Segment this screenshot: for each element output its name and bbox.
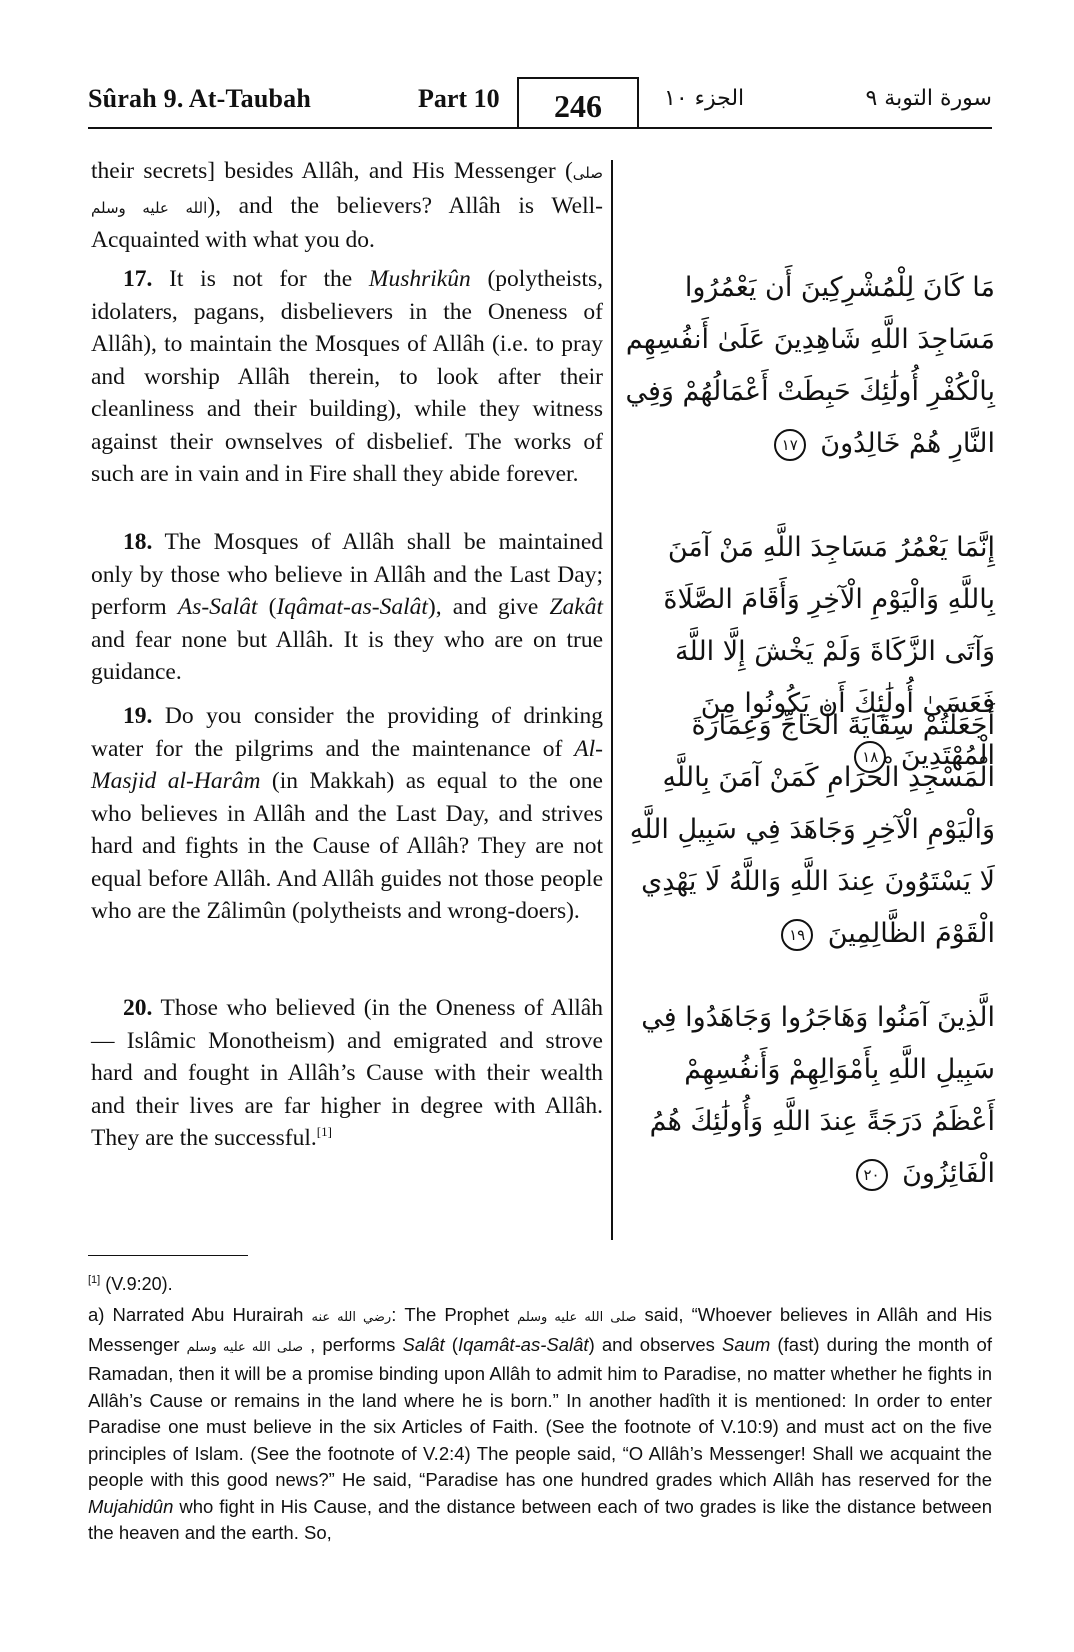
text-segment: (: [444, 1333, 458, 1355]
verse-end-marker: ٢٠: [856, 1159, 888, 1191]
term: Iqâmat-as-Salât: [276, 594, 428, 620]
text-segment: ), and give: [427, 594, 550, 620]
text-segment: (fast) during the month of Ramadan, then it will be a promise binding upon Allâh to admit him to Paradise, no matter whether he fights in Allâh’s Cause or remains in the land where he is born.” In another hadîth it is mentioned: In order to enter Paradise one must believe in the six Articles of Faith. (See the footnote of V.10:9) and must act on the five principles of Islam. (See the footnote of V.2:4) The people said, “O Allâh’s Messenger! Shall we acquaint the people with this good news?” He said, “Paradise has one hundred grades which Allâh has reserved for the: [88, 1333, 992, 1490]
text-segment: ) and observes: [588, 1333, 722, 1355]
text-segment: (polytheists, idolaters, pagans, disbelievers in the Oneness of Allâh), to maintain the Mosques of Allâh (i.e. to pray and worship Allâh therein, to look after their cleanliness and their building), while they witness against their ownselves of disbelief. The works of such are in vain and in Fire shall they abide forever.: [91, 266, 603, 487]
footnote-marker: [1]: [316, 1124, 332, 1140]
verse-end-marker: ١٨: [854, 741, 886, 773]
header-divider: [88, 127, 992, 129]
verse-end-marker: ١٩: [781, 919, 813, 951]
surah-title-arabic: سورة التوبة ٩: [865, 86, 992, 111]
term: Mujahidûn: [88, 1495, 174, 1517]
text-segment: , performs: [303, 1333, 403, 1355]
honorific-arabic: رضي الله عنه: [311, 1310, 392, 1325]
translation-continuation: [91, 155, 603, 257]
text-segment: : The Prophet: [391, 1304, 518, 1325]
translation-verse-17: [91, 263, 603, 491]
honorific-arabic: صلى الله عليه وسلم: [517, 1310, 637, 1325]
text-segment: who fight in His Cause, and the distance between each of two grades is like the distance between the heaven and the earth. So,: [88, 1495, 992, 1543]
page-number: 246: [517, 77, 639, 127]
term: Al-Masjid al-Harâm: [91, 735, 603, 794]
text-segment: It is not for the: [152, 266, 369, 292]
arabic-text: الَّذِينَ آمَنُوا وَهَاجَرُوا وَجَاهَدُوا فِي سَبِيلِ اللَّهِ بِأَمْوَالِهِمْ وَأَنفُسِهِمْ أَعْظَمُ دَرَجَةً عِندَ اللَّهِ وَأُولَٰئِكَ هُمُ الْفَائِزُونَ: [641, 1002, 995, 1189]
verse-end-marker: ١٧: [774, 429, 806, 461]
text-segment: and fear none but Allâh. It is they who are on true guidance.: [91, 626, 603, 685]
verse-number: 20.: [123, 995, 153, 1021]
arabic-verse-20: [620, 992, 995, 1200]
column-divider: [611, 160, 613, 1240]
term: Mushrikûn: [368, 266, 471, 292]
footnote-marker: [1]: [88, 1274, 101, 1286]
text-segment: (: [257, 594, 277, 620]
term: Iqamât-as-Salât: [457, 1333, 589, 1355]
text-segment: Those who believed (in the Oneness of Allâh — Islâmic Monotheism) and emigrated and strove hard and fought in Allâh’s Cause with their wealth and their lives are far higher in degree with Allâh. They are the successful.: [91, 995, 603, 1151]
verse-number: 19.: [123, 703, 153, 729]
arabic-text: إِنَّمَا يَعْمُرُ مَسَاجِدَ اللَّهِ مَنْ آمَنَ بِاللَّهِ وَالْيَوْمِ الْآخِرِ وَأَقَامَ الصَّلَاةَ وَآتَى الزَّكَاةَ وَلَمْ يَخْشَ إِلَّا اللَّهَ فَعَسَىٰ أُولَٰئِكَ أَن يَكُونُوا مِنَ الْمُهْتَدِينَ: [663, 532, 995, 771]
arabic-text: مَا كَانَ لِلْمُشْرِكِينَ أَن يَعْمُرُوا مَسَاجِدَ اللَّهِ شَاهِدِينَ عَلَىٰ أَنفُسِهِم بِالْكُفْرِ أُولَٰئِكَ حَبِطَتْ أَعْمَالُهُمْ وَفِي النَّارِ هُمْ خَالِدُونَ: [625, 272, 995, 459]
term: Salât: [402, 1333, 445, 1355]
footnote-divider: [88, 1255, 248, 1256]
footnote-text: [88, 1302, 992, 1547]
term: Saum: [721, 1333, 771, 1355]
surah-title-english: Sûrah 9. At-Taubah: [88, 84, 312, 113]
arabic-verse-19: [620, 700, 995, 960]
verse-number: 17.: [123, 266, 153, 292]
part-label-english: Part 10: [418, 84, 500, 113]
translation-verse-20: [91, 992, 603, 1155]
text-segment: their secrets] besides Allâh, and His Messenger (: [91, 158, 573, 184]
honorific-arabic: صلى الله عليه وسلم: [91, 164, 603, 217]
text-segment: said, “Whoever believes in Allâh and His Messenger: [88, 1304, 992, 1355]
translation-verse-18: [91, 526, 603, 689]
text-segment: The Mosques of Allâh shall be maintained only by those who believe in Allâh and the Last Day; perform: [91, 529, 603, 620]
footnote-reference: [88, 1274, 173, 1295]
part-label-arabic: الجزء ١٠: [664, 86, 745, 111]
arabic-text: أَجَعَلْتُمْ سِقَايَةَ الْحَاجِّ وَعِمَارَةَ الْمَسْجِدِ الْحَرَامِ كَمَنْ آمَنَ بِاللَّهِ وَالْيَوْمِ الْآخِرِ وَجَاهَدَ فِي سَبِيلِ اللَّهِ لَا يَسْتَوُونَ عِندَ اللَّهِ وَاللَّهُ لَا يَهْدِي الْقَوْمَ الظَّالِمِينَ: [629, 710, 995, 949]
term: As-Salât: [177, 594, 258, 620]
arabic-verse-17: [620, 262, 995, 470]
text-segment: a) Narrated Abu Hurairah: [88, 1304, 312, 1325]
text-segment: Do you consider the providing of drinking water for the pilgrims and the maintenance of: [91, 703, 603, 762]
text-segment: (in Makkah) as equal to the one who believes in Allâh and the Last Day, and strives hard and fights in the Cause of Allâh? They are not equal before Allâh. And Allâh guides not those people who are the Zâlimûn (polytheists and wrong-doers).: [91, 768, 603, 924]
text-segment: ), and the believers? Allâh is Well-Acquainted with what you do.: [91, 192, 603, 253]
term: Zakât: [549, 594, 603, 620]
translation-verse-19: [91, 700, 603, 928]
honorific-arabic: صلى الله عليه وسلم: [186, 1339, 304, 1355]
verse-number: 18.: [123, 529, 153, 555]
text-segment: (V.9:20).: [100, 1274, 173, 1294]
